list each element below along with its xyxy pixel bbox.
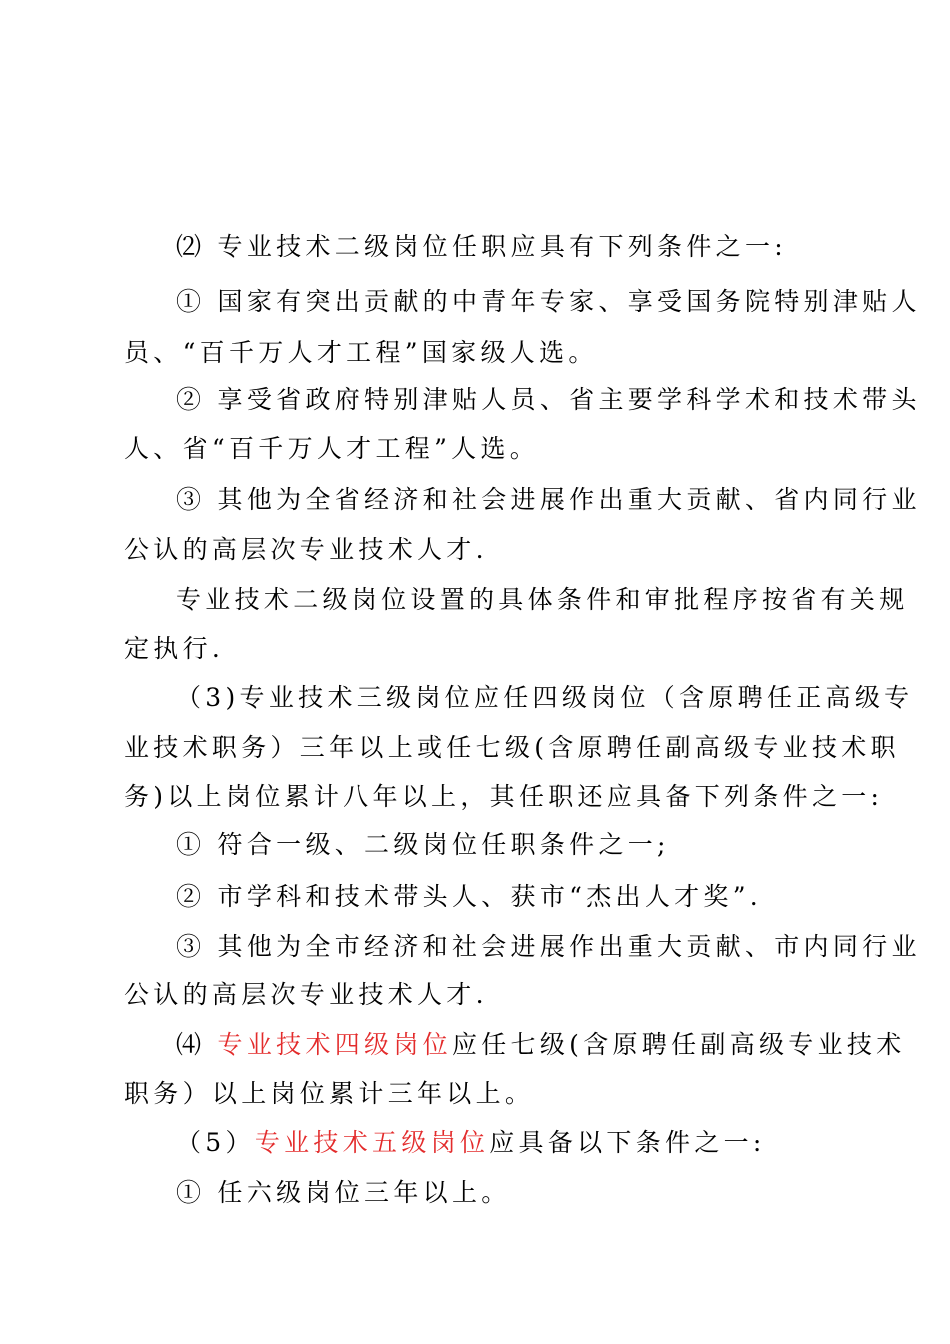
paragraph-line: 业技术职务）三年以上或任七级(含原聘任副高级专业技术职: [124, 733, 900, 762]
paragraph-line: 定执行.: [124, 634, 225, 663]
line-suffix: 应具备以下条件之一:: [489, 1128, 766, 1157]
paragraph-line: 专业技术二级岗位设置的具体条件和审批程序按省有关规: [176, 585, 909, 614]
highlighted-term: 专业技术五级岗位: [254, 1128, 490, 1157]
paragraph-line: （3)专业技术三级岗位应任四级岗位（含原聘任正高级专: [176, 683, 914, 712]
highlighted-term: 专业技术四级岗位: [217, 1030, 452, 1059]
paragraph-line: 公认的高层次专业技术人才.: [124, 535, 488, 564]
line-suffix: 应任七级(含原聘任副高级专业技术: [451, 1030, 906, 1059]
paragraph-line: 人、省“百千万人才工程”人选。: [124, 434, 540, 463]
paragraph-line-with-highlight: [176, 1028, 906, 1062]
paragraph-line: ⑵ 专业技术二级岗位任职应具有下列条件之一:: [176, 232, 787, 261]
paragraph-line: ② 市学科和技术带头人、获市“杰出人才奖”.: [176, 882, 763, 911]
paragraph-line: 务)以上岗位累计八年以上，其任职还应具备下列条件之一:: [124, 782, 884, 811]
paragraph-line-with-highlight: [176, 1126, 834, 1160]
line-prefix: ⑷: [176, 1030, 218, 1059]
paragraph-line: 公认的高层次专业技术人才.: [124, 980, 488, 1009]
line-prefix: （5）: [176, 1128, 255, 1157]
paragraph-line: 员、“百千万人才工程”国家级人选。: [124, 338, 598, 367]
paragraph-line: ③ 其他为全省经济和社会进展作出重大贡献、省内同行业: [176, 485, 921, 514]
paragraph-line: ② 享受省政府特别津贴人员、省主要学科学术和技术带头: [176, 385, 921, 414]
paragraph-line: ① 国家有突出贡献的中青年专家、享受国务院特别津贴人: [176, 287, 921, 316]
paragraph-line: ③ 其他为全市经济和社会进展作出重大贡献、市内同行业: [176, 932, 921, 961]
paragraph-line: 职务）以上岗位累计三年以上。: [124, 1079, 535, 1108]
paragraph-line: ① 符合一级、二级岗位任职条件之一;: [176, 830, 670, 859]
paragraph-line: ① 任六级岗位三年以上。: [176, 1178, 511, 1207]
